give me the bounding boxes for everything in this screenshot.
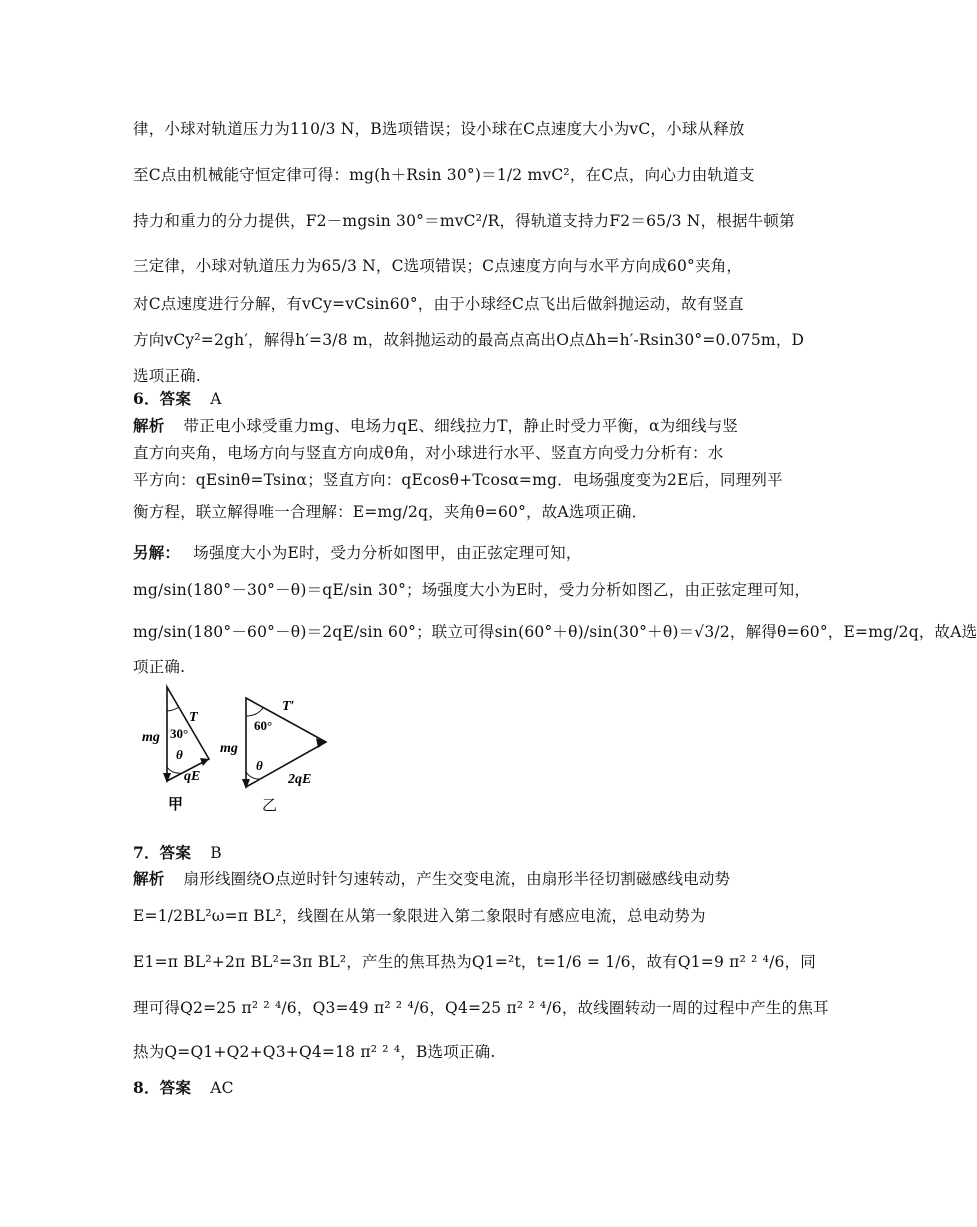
label-mg: mg (220, 741, 238, 756)
label-2qE: 2qE (288, 772, 312, 787)
force-diagram-yi (218, 690, 338, 816)
angle-arc (246, 772, 259, 779)
label-qE: qE (184, 769, 201, 784)
answer-label: 7．答案 (133, 843, 192, 862)
text-line: E=1/2BL²ω=π BL²，线圈在从第一象限进入第二象限时有感应电流，总电动势为 (133, 907, 706, 925)
angle-arc (167, 707, 179, 711)
answer-8 (133, 1076, 234, 1098)
label-mg: mg (142, 730, 160, 745)
caption-jia: 甲 (168, 795, 184, 813)
alt-text: 场强度大小为E时，受力分析如图甲，由正弦定理可知， (193, 544, 582, 562)
answer-value: AC (210, 1079, 234, 1097)
text-line: 三定律，小球对轨道压力为65/3 N，C选项错误；C点速度方向与水平方向成60°夹角， (133, 257, 743, 275)
arrow-head (242, 779, 250, 789)
alt-label: 另解： (133, 543, 181, 562)
analysis-line (133, 414, 738, 436)
label-T: T (189, 710, 198, 725)
label-theta: θ (176, 747, 183, 762)
text-line: 选项正确. (133, 367, 201, 385)
arrow-head (200, 758, 209, 766)
analysis-label: 解析 (133, 869, 165, 888)
angle-arc (246, 708, 263, 716)
text-line: mg/sin(180°－30°－θ)＝qE/sin 30°；场强度大小为E时，受力分析如图乙，由正弦定理可知， (133, 581, 811, 599)
analysis-line (133, 867, 730, 889)
answer-value: B (210, 844, 222, 862)
label-angle: 30° (170, 726, 189, 741)
arrow-head (163, 773, 171, 783)
answer-6 (133, 387, 222, 409)
answer-value: A (210, 390, 222, 408)
text-line: 至C点由机械能守恒定律可得：mg(h＋Rsin 30°)＝1/2 mvC²，在C点，向心力由轨道支 (133, 166, 755, 184)
answer-label: 6．答案 (133, 389, 192, 408)
analysis-label: 解析 (133, 416, 165, 435)
text-line: 理可得Q2=25 π² ² ⁴/6，Q3=49 π² ² ⁴/6，Q4=25 π² ² ⁴/6，故线圈转动一周的过程中产生的焦耳 (133, 999, 829, 1017)
angle-arc (167, 767, 180, 773)
alt-solution-line (133, 541, 582, 563)
text-line: 衡方程，联立解得唯一合理解：E=mg/2q，夹角θ=60°，故A选项正确． (133, 503, 648, 521)
text-line: mg/sin(180°－60°－θ)＝2qE/sin 60°；联立可得sin(60°＋θ)/sin(30°＋θ)＝√3/2，解得θ=60°，E=mg/2q，故A选 (133, 623, 977, 641)
text-line: 项正确. (133, 658, 186, 676)
analysis-text: 带正电小球受重力mg、电场力qE、细线拉力T，静止时受力平衡，α为细线与竖 (183, 417, 739, 435)
answer-7 (133, 841, 222, 863)
caption-yi: 乙 (262, 796, 278, 814)
label-T: T′ (282, 699, 295, 714)
label-angle: 60° (254, 718, 273, 733)
answer-label: 8．答案 (133, 1078, 192, 1097)
text-line: 对C点速度进行分解，有vCy=vCsin60°，由于小球经C点飞出后做斜抛运动，故有竖直 (133, 295, 744, 313)
analysis-text: 扇形线圈绕O点逆时针匀速转动，产生交变电流，由扇形半径切割磁感线电动势 (183, 870, 731, 888)
text-line: 直方向夹角，电场方向与竖直方向成θ角，对小球进行水平、竖直方向受力分析有：水 (133, 444, 724, 462)
text-line: E1=π BL²+2π BL²=3π BL²，产生的焦耳热为Q1=²t，t=1/6 = 1/6，故有Q1=9 π² ² ⁴/6，同 (133, 953, 816, 971)
force-diagram-jia (136, 683, 226, 815)
label-theta: θ (256, 758, 263, 773)
text-line: 律，小球对轨道压力为110/3 N，B选项错误；设小球在C点速度大小为vC，小球从释放 (133, 120, 745, 138)
text-line: 热为Q=Q1+Q2+Q3+Q4=18 π² ² ⁴，B选项正确. (133, 1043, 496, 1061)
text-line: 方向vCy²=2gh′，解得h′=3/8 m，故斜抛运动的最高点高出O点Δh=h′-Rsin30°=0.075m，D (133, 331, 805, 349)
text-line: 平方向：qEsinθ=Tsinα；竖直方向：qEcosθ+Tcosα=mg．电场强度变为2E后，同理列平 (133, 471, 783, 489)
text-line: 持力和重力的分力提供，F2－mgsin 30°＝mvC²/R，得轨道支持力F2＝65/3 N，根据牛顿第 (133, 212, 795, 230)
